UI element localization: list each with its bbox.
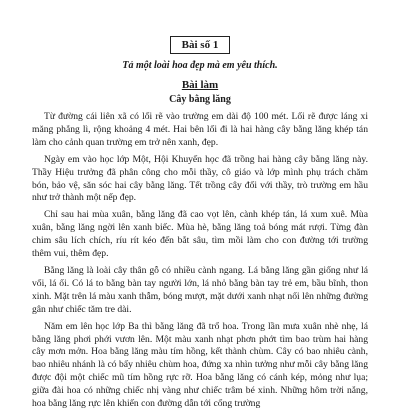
paragraph: Từ đường cái liên xã có lối rẽ vào trường em dài độ 100 mét. Lối rẽ được láng xi măng phẳng lì, rộng khoảng 4 mét. Hai bên lối đi là hai hàng cây bằng lăng khép tán làm cho cảnh quan trường em trở nên xanh, đẹp. xyxy=(32,111,368,148)
essay-prompt: Tả một loài hoa đẹp mà em yêu thích. xyxy=(122,60,278,71)
paragraph: Chỉ sau hai mùa xuân, bằng lăng đã cao vọt lên, cành khép tán, lá xum xuê. Mùa xuân, bằng lăng ngời lên xanh biếc. Mùa hè, bằng lăng toả bóng mát rượi. Từng đàn chim sâu lích chích, ríu rít kéo đến bắt sâu, tìm mồi làm cho con đường tới trường thêm vui, thêm đẹp. xyxy=(32,209,368,260)
section-title xyxy=(0,79,400,92)
section-title-text: Bài làm xyxy=(181,79,219,91)
paragraph: Bằng lăng là loài cây thân gỗ có nhiều cành ngang. Lá bằng lăng gần giống như lá vối, lá ổi. Có lá to bằng bàn tay người lớn, lá nhỏ bằng bàn tay trẻ em, bầu bĩnh, thon xinh. Mặt trên lá màu xanh thẫm, bóng mượt, mặt dưới xanh nhạt nổi lên những đường gân như chiếc tăm tre dài. xyxy=(32,264,368,315)
essay-body xyxy=(32,111,368,415)
lesson-label: Bài số 1 xyxy=(170,36,230,54)
essay-title: Cây bằng lăng xyxy=(169,94,231,105)
paragraph: Ngày em vào học lớp Một, Hội Khuyến học đã trồng hai hàng cây bằng lăng này. Thầy Hiệu trưởng đã phân công cho mỗi thầy, cô giáo và lớp mình phụ trách chăm bón, bảo vệ, săn sóc hai cây bằng lăng. Tết trồng cây đối với thầy, trò trường em hầu như trở thành một nếp đẹp. xyxy=(32,153,368,204)
paragraph: Năm em lên học lớp Ba thì bằng lăng đã trổ hoa. Trong lần mưa xuân nhè nhẹ, lá bằng lăng phơi phới vươn lên. Một màu xanh nhạt phơn phớt tìm bao trùm hai hàng cây mơn mởn. Hoa bằng lăng màu tím hồng, kết thành chùm. Cây có bao nhiêu cành, bao nhiêu nhánh là có bấy nhiêu chùm hoa, đứng xa nhìn tưởng như mỗi cây bằng lăng được đội một chiếc mũ tím hồng rực rỡ. Hoa bằng lăng có cánh kép, mỏng như lụa; giữa đài hoa có những chiếc nhị vàng như chiếc trâm bé xinh. Những hôm trời nắng, hoa bằng lăng rực lên khiến con đường dẫn tới cổng trường xyxy=(32,320,368,410)
